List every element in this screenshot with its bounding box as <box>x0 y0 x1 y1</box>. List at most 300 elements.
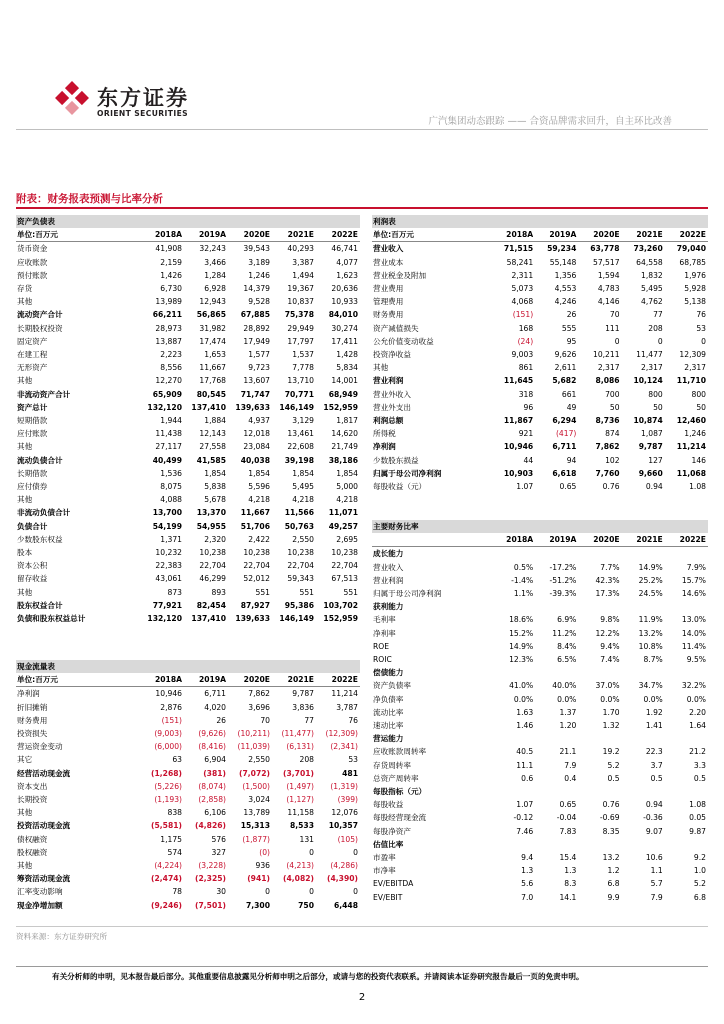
row-value: 71,747 <box>240 389 270 399</box>
row-value: 6,448 <box>333 900 358 910</box>
footer-divider <box>16 966 708 967</box>
row-value: 10,874 <box>633 416 663 426</box>
report-title: 广汽集团动态跟踪 —— 合资品牌需求回升，自主环比改善 <box>428 116 672 127</box>
table-row <box>16 335 360 348</box>
row-value: (417) <box>555 429 577 439</box>
table-row <box>16 533 360 546</box>
row-label: 营运资金变动 <box>17 742 63 752</box>
row-value: 10,238 <box>287 548 314 558</box>
row-value: 146 <box>691 455 706 465</box>
row-label: 营业收入 <box>373 244 404 254</box>
row-value: 5.2 <box>693 879 706 889</box>
row-value: 1.20 <box>559 721 577 731</box>
row-value: 13,789 <box>243 808 270 818</box>
row-value: 8,075 <box>160 482 182 492</box>
row-value: 10,124 <box>633 376 663 386</box>
row-value: 18.6% <box>509 615 534 625</box>
row-value: 551 <box>343 587 358 597</box>
row-value: 1.70 <box>602 707 620 717</box>
table-section-title <box>372 215 708 228</box>
table-row <box>372 242 708 256</box>
row-value: 1,537 <box>292 350 314 360</box>
row-value: 7.7% <box>600 562 620 572</box>
table-row <box>16 427 360 440</box>
row-value: -0.04 <box>556 813 577 823</box>
row-value: 22,704 <box>287 561 314 571</box>
row-value: 6.8 <box>693 892 706 902</box>
row-value: 10,238 <box>331 548 358 558</box>
row-value: 84,010 <box>328 310 358 320</box>
row-label: 财务费用 <box>373 310 404 320</box>
row-value: (5,581) <box>151 821 182 831</box>
table-header-row <box>16 673 360 687</box>
table-row <box>372 269 708 282</box>
row-value: 13,887 <box>155 336 182 346</box>
row-value <box>535 785 578 798</box>
row-label: 毛利率 <box>373 615 396 625</box>
table-row <box>372 308 708 321</box>
row-value: 8,736 <box>595 416 620 426</box>
row-value: 82,454 <box>196 600 226 610</box>
row-value: 111 <box>605 323 620 333</box>
row-value: 1.3 <box>521 866 534 876</box>
row-value: 5,073 <box>511 284 534 294</box>
row-value <box>535 547 578 561</box>
row-value: 14,379 <box>243 284 270 294</box>
row-label: 营业税金及附加 <box>373 270 427 280</box>
row-value: 1,976 <box>684 270 706 280</box>
row-value: 1,653 <box>204 350 226 360</box>
row-label: 市净率 <box>373 866 396 876</box>
row-value: 0.5 <box>693 773 706 783</box>
row-value: 1.0 <box>693 866 706 876</box>
row-value: 0.5 <box>650 773 663 783</box>
row-value: 208 <box>299 755 314 765</box>
row-label: 负债和股东权益总计 <box>17 614 86 624</box>
row-value: 50 <box>696 402 706 412</box>
year-header: 2021E <box>622 533 665 547</box>
row-value: 12,309 <box>679 350 706 360</box>
row-value: 11,068 <box>676 468 706 478</box>
orient-securities-logo <box>52 78 212 124</box>
row-label: 投资净收益 <box>373 350 411 360</box>
row-value: 3,466 <box>204 257 226 267</box>
row-value: -17.2% <box>549 562 577 572</box>
table-row <box>16 467 360 480</box>
row-value: 4,146 <box>597 297 620 307</box>
table-row <box>16 374 360 387</box>
table-row <box>372 785 708 798</box>
row-value: (1,193) <box>154 795 182 805</box>
row-label: 汇率变动影响 <box>17 887 63 897</box>
table-header-row <box>372 228 708 242</box>
row-value: 11,158 <box>287 808 314 818</box>
row-value: (3,701) <box>283 768 314 778</box>
row-value: 8.7% <box>643 655 663 665</box>
row-value: 3.3 <box>693 760 706 770</box>
row-label: 营业收入 <box>373 562 404 572</box>
table-row <box>372 825 708 838</box>
row-label: 流动负债合计 <box>17 455 63 465</box>
row-value: 146,149 <box>279 402 314 412</box>
row-value: 10,946 <box>503 442 534 452</box>
row-value: 921 <box>518 429 534 439</box>
row-value: 10,357 <box>328 821 358 831</box>
row-value: 132,120 <box>147 402 182 412</box>
row-value: 12,460 <box>676 416 706 426</box>
row-value: 67,513 <box>331 574 358 584</box>
table-row <box>372 561 708 574</box>
row-value: 0.4 <box>564 773 577 783</box>
table-row <box>16 361 360 374</box>
row-value: 77 <box>653 310 663 320</box>
row-value: 68,949 <box>328 389 358 399</box>
table-row <box>372 666 708 679</box>
row-value: 70 <box>260 715 270 725</box>
row-value: 17,474 <box>199 336 226 346</box>
row-value: 0.0% <box>513 694 534 704</box>
row-value: 1,944 <box>160 416 182 426</box>
row-label: 每股经营现金流 <box>373 813 427 823</box>
row-value: 12,076 <box>331 808 358 818</box>
row-value <box>578 666 621 679</box>
row-value <box>535 838 578 851</box>
row-value: 17,768 <box>199 376 226 386</box>
row-label: 其它 <box>17 755 33 765</box>
row-value: 58,241 <box>506 257 534 267</box>
year-header: 2022E <box>316 673 360 687</box>
row-value: 9.9 <box>607 892 620 902</box>
table-row <box>16 767 360 780</box>
row-value: 46,299 <box>199 574 226 584</box>
row-value: 76 <box>348 715 358 725</box>
row-label: 市盈率 <box>373 853 396 863</box>
row-value: 44 <box>523 455 534 465</box>
row-value: 1,817 <box>336 416 358 426</box>
row-value: 7,862 <box>248 689 270 699</box>
row-value <box>622 785 665 798</box>
row-value: 70 <box>609 310 620 320</box>
table-row <box>16 401 360 414</box>
row-value: 14,001 <box>331 376 358 386</box>
row-value: 14.9% <box>638 562 663 572</box>
row-value: 17,411 <box>331 336 358 346</box>
row-value: 5,000 <box>336 482 358 492</box>
row-value: 750 <box>298 900 314 910</box>
row-label: 营运能力 <box>373 734 404 744</box>
row-value: 0.0% <box>557 694 577 704</box>
row-value: 59,234 <box>547 244 577 254</box>
table-row <box>372 322 708 335</box>
row-value: 127 <box>648 455 663 465</box>
table-row <box>372 706 708 719</box>
table-row <box>372 335 708 348</box>
year-header: 2022E <box>316 228 360 242</box>
row-value: 9,787 <box>292 689 314 699</box>
row-value: 4,068 <box>511 297 534 307</box>
row-label: 每股收益 <box>373 800 404 810</box>
row-value: 1.32 <box>602 721 620 731</box>
row-value: 9,787 <box>638 442 663 452</box>
table-row <box>372 640 708 653</box>
financial-ratios-table <box>372 520 708 904</box>
row-value: 5,596 <box>248 482 270 492</box>
row-label: 股权融资 <box>17 847 48 857</box>
table-row <box>372 693 708 706</box>
table-row <box>16 833 360 846</box>
row-value: 5,678 <box>204 495 226 505</box>
row-value <box>578 547 621 561</box>
row-value: (151) <box>512 310 534 320</box>
row-value: 2,311 <box>511 270 534 280</box>
row-value: 15.2% <box>509 628 534 638</box>
row-value: 9,528 <box>248 297 270 307</box>
row-value: 1,854 <box>292 468 314 478</box>
row-value: 2,317 <box>597 363 620 373</box>
row-label: 资本支出 <box>17 781 48 791</box>
row-label: 速动比率 <box>373 721 404 731</box>
row-label: 其他 <box>17 808 33 818</box>
row-label: 公允价值变动收益 <box>373 336 434 346</box>
row-value: 50 <box>653 402 663 412</box>
row-value: 63 <box>172 755 182 765</box>
row-value: 11,214 <box>676 442 706 452</box>
row-value: 29,949 <box>287 323 314 333</box>
table-row <box>372 613 708 626</box>
row-value: -0.36 <box>643 813 663 823</box>
row-value: 7.83 <box>559 826 577 836</box>
balance-sheet-table <box>16 215 360 625</box>
row-value: 10,837 <box>287 297 314 307</box>
row-value: 0.94 <box>645 482 663 492</box>
row-label: 现金净增加额 <box>17 900 63 910</box>
row-value: 0 <box>614 336 620 346</box>
table-row <box>16 322 360 335</box>
table-row <box>16 612 360 625</box>
row-value: 327 <box>211 847 226 857</box>
row-value: (7,501) <box>195 900 226 910</box>
row-value: 1,854 <box>204 468 226 478</box>
row-value: (1,877) <box>242 834 270 844</box>
row-value: 1.1% <box>513 589 534 599</box>
table-row <box>372 864 708 877</box>
disclaimer: 有关分析师的申明，见本报告最后部分。其他重要信息披露见分析师申明之后部分，或请与您的投资代表联系。并请阅读本证券研究报告最后一页的免责申明。 <box>52 972 584 981</box>
row-value: (4,826) <box>195 821 226 831</box>
row-value: 14.1 <box>559 892 577 902</box>
row-value: 103,702 <box>323 600 358 610</box>
row-value: 96 <box>523 402 534 412</box>
row-value: 57,517 <box>592 257 620 267</box>
table-section-title <box>16 660 360 673</box>
year-header: 2019A <box>184 228 228 242</box>
row-value: 28,892 <box>243 323 270 333</box>
row-label: 少数股东损益 <box>373 455 419 465</box>
row-value: 0.65 <box>559 800 577 810</box>
row-value: 6,711 <box>204 689 226 699</box>
table-row <box>372 877 708 890</box>
row-value: 12.3% <box>509 655 534 665</box>
table-row <box>372 256 708 269</box>
row-value: 9.07 <box>645 826 663 836</box>
table-row <box>372 772 708 785</box>
table-row <box>16 740 360 753</box>
year-header: 2019A <box>535 228 578 242</box>
row-label: 其他 <box>373 363 389 373</box>
table-row <box>372 440 708 453</box>
row-value: 7,760 <box>595 468 620 478</box>
row-value: 78 <box>172 887 182 897</box>
row-label: 其他 <box>17 442 33 452</box>
page-number: 2 <box>358 992 366 1003</box>
row-value: 0 <box>657 336 663 346</box>
row-label: 应收账款周转率 <box>373 747 427 757</box>
row-label: 每股收益（元） <box>373 482 427 492</box>
row-value: 11,071 <box>328 508 358 518</box>
table-row <box>372 480 708 493</box>
table-row <box>372 653 708 666</box>
row-value: 4,553 <box>554 284 577 294</box>
row-value: 576 <box>211 834 226 844</box>
row-value: 7,300 <box>245 900 270 910</box>
unit-label: 单位:百万元 <box>372 228 492 242</box>
row-value: 9.4% <box>600 641 620 651</box>
table-row <box>372 361 708 374</box>
section-title: 主要财务比率 <box>372 520 708 533</box>
row-value: 77 <box>304 715 314 725</box>
table-header-row <box>372 533 708 547</box>
row-value <box>578 600 621 613</box>
row-value: 41,585 <box>196 455 226 465</box>
row-value: 11,438 <box>155 429 182 439</box>
row-value <box>492 547 535 561</box>
row-value: 46,741 <box>331 244 358 254</box>
row-value: 10,933 <box>331 297 358 307</box>
year-header: 2018A <box>140 673 184 687</box>
row-value <box>622 600 665 613</box>
row-value: 1.41 <box>645 721 663 731</box>
row-value: 73,260 <box>633 244 663 254</box>
row-value: 1,087 <box>641 429 663 439</box>
table-row <box>16 586 360 599</box>
row-value: 0 <box>309 847 314 857</box>
row-value: (10,211) <box>237 729 270 739</box>
row-value: 38,186 <box>328 455 358 465</box>
row-value: (4,082) <box>283 874 314 884</box>
table-row <box>16 599 360 612</box>
row-value <box>665 547 708 561</box>
row-value: 66,211 <box>152 310 182 320</box>
row-value: 54,955 <box>196 521 226 531</box>
row-value: 1.37 <box>559 707 577 717</box>
row-value: 0 <box>309 887 314 897</box>
row-label: 其他 <box>17 495 33 505</box>
row-value: (7,072) <box>239 768 270 778</box>
row-value: 27,558 <box>199 442 226 452</box>
row-value: 28,973 <box>155 323 182 333</box>
row-value: 41,908 <box>155 244 182 254</box>
year-header: 2021E <box>622 228 665 242</box>
table-row <box>16 687 360 701</box>
row-value: (4,224) <box>154 861 182 871</box>
row-value: 11.4% <box>681 641 706 651</box>
row-value: 53 <box>348 755 358 765</box>
table-row <box>16 753 360 766</box>
row-value: 551 <box>255 587 270 597</box>
row-value: (6,000) <box>154 742 182 752</box>
table-row <box>16 846 360 859</box>
row-value: 2,317 <box>684 363 706 373</box>
row-value: 2,695 <box>336 534 358 544</box>
table-row <box>372 401 708 414</box>
row-value: 11,867 <box>503 416 534 426</box>
row-value: 21.2 <box>689 747 706 757</box>
row-label: 营业利润 <box>373 376 404 386</box>
row-value: 24.5% <box>638 589 663 599</box>
row-value: 41.0% <box>509 681 534 691</box>
row-value: 6,106 <box>204 808 226 818</box>
row-value: 71,515 <box>503 244 534 254</box>
row-value: 318 <box>518 389 534 399</box>
row-value: 10,232 <box>155 548 182 558</box>
row-value: (1,500) <box>242 781 270 791</box>
row-value <box>535 600 578 613</box>
row-value: 4,937 <box>248 416 270 426</box>
row-value: 5.2 <box>607 760 620 770</box>
row-label: 总资产周转率 <box>373 773 419 783</box>
row-value: 4,218 <box>248 495 270 505</box>
row-value <box>492 838 535 851</box>
row-label: 每股指标（元） <box>373 787 427 797</box>
year-header: 2020E <box>578 228 621 242</box>
table-row <box>16 885 360 898</box>
row-value: 79,040 <box>676 244 706 254</box>
table-row <box>372 838 708 851</box>
row-value: 15.7% <box>681 575 706 585</box>
row-value: 6.5% <box>557 655 577 665</box>
row-value: 0.5 <box>607 773 620 783</box>
row-label: 负债合计 <box>17 521 48 531</box>
row-value: 9,723 <box>248 363 270 373</box>
table-row <box>372 454 708 467</box>
row-value: 4,020 <box>204 702 226 712</box>
row-label: 成长能力 <box>373 549 404 559</box>
row-value: 102 <box>605 455 620 465</box>
row-value: 13.2% <box>638 628 663 638</box>
table-row <box>372 627 708 640</box>
row-value: 13,710 <box>287 376 314 386</box>
row-value: 13,370 <box>196 508 226 518</box>
row-value: (399) <box>337 795 358 805</box>
row-value: 87,927 <box>240 600 270 610</box>
row-label: 长期投资 <box>17 795 48 805</box>
row-value: 2,550 <box>292 534 314 544</box>
row-value: 51,706 <box>240 521 270 531</box>
row-value: 13,607 <box>243 376 270 386</box>
row-label: 净利率 <box>373 628 396 638</box>
header-divider <box>16 129 708 130</box>
row-value: 14,620 <box>331 429 358 439</box>
row-value: (105) <box>337 834 358 844</box>
row-value: 2,876 <box>160 702 182 712</box>
row-label: 长期借款 <box>17 468 48 478</box>
row-value: 2,422 <box>248 534 270 544</box>
row-value: 11,645 <box>503 376 534 386</box>
row-value <box>665 838 708 851</box>
row-value: 12,943 <box>199 297 226 307</box>
row-value <box>535 666 578 679</box>
row-value: 6.9% <box>557 615 577 625</box>
row-value: 1,356 <box>554 270 577 280</box>
